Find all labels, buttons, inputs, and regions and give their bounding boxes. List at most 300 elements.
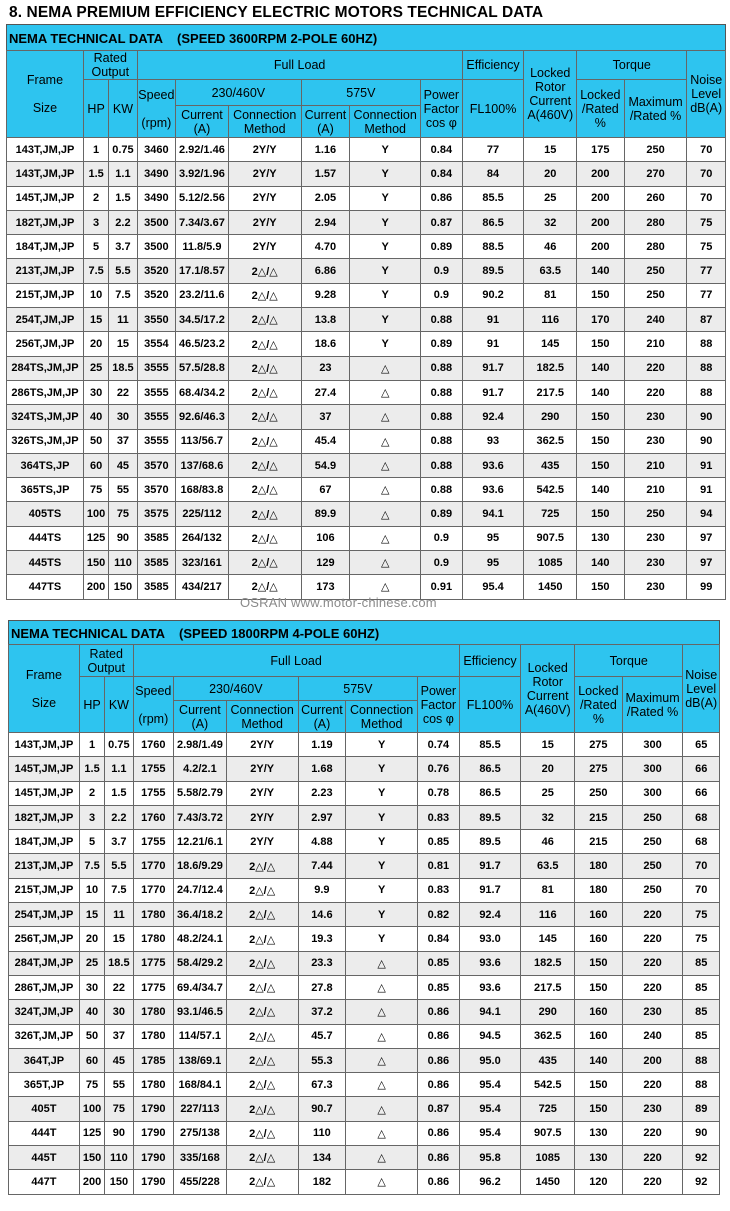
cell-frame: 182T,JM,JP xyxy=(9,805,80,829)
table-row xyxy=(7,405,726,429)
cell-current-575: 2.94 xyxy=(301,210,350,234)
cell-frame: 145T,JM,JP xyxy=(9,781,80,805)
table-row xyxy=(7,186,726,210)
data-table xyxy=(6,50,726,600)
cell-noise: 75 xyxy=(687,210,726,234)
page-title: 8. NEMA PREMIUM EFFICIENCY ELECTRIC MOTORS TECHNICAL DATA xyxy=(9,4,544,21)
cell-speed: 1755 xyxy=(133,830,174,854)
cell-connection-230-460: 2Y/Y xyxy=(228,138,301,162)
cell-locked-rotor-current: 362.5 xyxy=(521,1024,575,1048)
table-row xyxy=(9,927,720,951)
cell-connection-575: Y xyxy=(346,903,418,927)
cell-torque-locked: 150 xyxy=(577,332,625,356)
table-row xyxy=(7,210,726,234)
cell-locked-rotor-current: 542.5 xyxy=(521,1073,575,1097)
cell-locked-rotor-current: 25 xyxy=(521,781,575,805)
cell-connection-575: △ xyxy=(350,502,421,526)
cell-kw: 55 xyxy=(109,478,137,502)
cell-noise: 85 xyxy=(683,975,720,999)
table-row xyxy=(7,380,726,404)
cell-current-575: 106 xyxy=(301,526,350,550)
cell-connection-575: △ xyxy=(350,526,421,550)
cell-locked-rotor-current: 907.5 xyxy=(524,526,577,550)
cell-connection-230-460: 2Y/Y xyxy=(226,733,298,757)
cell-kw: 5.5 xyxy=(109,259,137,283)
cell-frame: 254T,JM,JP xyxy=(9,903,80,927)
cell-connection-230-460: 2Y/Y xyxy=(228,210,301,234)
cell-noise: 92 xyxy=(683,1146,720,1170)
cell-current-230-460: 275/138 xyxy=(174,1121,227,1145)
cell-efficiency: 95.4 xyxy=(462,575,524,599)
table-row xyxy=(7,283,726,307)
cell-locked-rotor-current: 20 xyxy=(524,162,577,186)
cell-torque-locked: 160 xyxy=(575,927,623,951)
cell-connection-230-460: 2△/△ xyxy=(226,903,298,927)
cell-connection-230-460: 2Y/Y xyxy=(228,162,301,186)
rated-output-header: Rated Output xyxy=(79,645,133,677)
rated-output-header: Rated Output xyxy=(83,51,137,80)
cell-kw: 11 xyxy=(109,308,137,332)
cell-current-575: 6.86 xyxy=(301,259,350,283)
cell-frame: 365TS,JP xyxy=(7,478,84,502)
cell-efficiency: 91.7 xyxy=(459,878,521,902)
cell-locked-rotor-current: 116 xyxy=(521,903,575,927)
cell-speed: 3575 xyxy=(137,502,175,526)
cell-connection-575: Y xyxy=(350,283,421,307)
cell-hp: 1 xyxy=(83,138,108,162)
cell-torque-max: 280 xyxy=(624,210,687,234)
cell-connection-575: △ xyxy=(346,1000,418,1024)
max-rated-header: Maximum /Rated % xyxy=(622,677,683,733)
locked-rotor-header: Locked Rotor Current A(460V) xyxy=(524,51,577,138)
cell-connection-575: △ xyxy=(350,551,421,575)
cell-hp: 5 xyxy=(83,235,108,259)
cell-hp: 3 xyxy=(83,210,108,234)
cell-locked-rotor-current: 145 xyxy=(521,927,575,951)
cell-current-575: 13.8 xyxy=(301,308,350,332)
cell-current-575: 7.44 xyxy=(298,854,346,878)
cell-kw: 1.5 xyxy=(105,781,133,805)
cell-connection-230-460: 2△/△ xyxy=(226,854,298,878)
cell-torque-locked: 200 xyxy=(577,186,625,210)
cell-current-230-460: 18.6/9.29 xyxy=(174,854,227,878)
cell-frame: 444T xyxy=(9,1121,80,1145)
cell-power-factor: 0.86 xyxy=(418,1073,460,1097)
cell-power-factor: 0.86 xyxy=(421,186,463,210)
cell-connection-230-460: 2△/△ xyxy=(228,478,301,502)
cell-efficiency: 95 xyxy=(462,551,524,575)
cell-frame: 184T,JM,JP xyxy=(9,830,80,854)
v230-header: 230/460V xyxy=(176,80,302,106)
cell-current-230-460: 137/68.6 xyxy=(176,453,229,477)
table-row xyxy=(9,781,720,805)
cell-current-575: 23 xyxy=(301,356,350,380)
cell-speed: 1790 xyxy=(133,1170,174,1194)
cell-connection-575: Y xyxy=(346,830,418,854)
cell-efficiency: 91 xyxy=(462,332,524,356)
cell-current-575: 9.28 xyxy=(301,283,350,307)
cell-connection-230-460: 2△/△ xyxy=(228,551,301,575)
cell-noise: 97 xyxy=(687,526,726,550)
cell-speed: 1775 xyxy=(133,951,174,975)
cell-power-factor: 0.86 xyxy=(418,1024,460,1048)
table-title: NEMA TECHNICAL DATA (SPEED 1800RPM 4-POLE 60HZ) xyxy=(8,620,720,644)
cell-efficiency: 93.6 xyxy=(459,975,521,999)
cell-power-factor: 0.87 xyxy=(418,1097,460,1121)
table-row xyxy=(7,259,726,283)
cell-noise: 70 xyxy=(687,162,726,186)
cell-connection-575: △ xyxy=(346,1097,418,1121)
cell-connection-575: Y xyxy=(346,878,418,902)
table-row xyxy=(7,356,726,380)
cell-torque-max: 300 xyxy=(622,733,683,757)
cell-power-factor: 0.85 xyxy=(418,951,460,975)
cell-efficiency: 93.6 xyxy=(462,453,524,477)
cell-connection-230-460: 2Y/Y xyxy=(228,186,301,210)
cell-torque-max: 230 xyxy=(624,575,687,599)
noise-header: Noise Level dB(A) xyxy=(687,51,726,138)
table-row xyxy=(9,878,720,902)
cell-current-575: 23.3 xyxy=(298,951,346,975)
cell-connection-575: Y xyxy=(350,259,421,283)
cell-locked-rotor-current: 32 xyxy=(524,210,577,234)
cell-power-factor: 0.88 xyxy=(421,405,463,429)
cell-current-230-460: 24.7/12.4 xyxy=(174,878,227,902)
locked-rated-header: Locked /Rated % xyxy=(577,80,625,138)
cell-speed: 3585 xyxy=(137,526,175,550)
data-table xyxy=(8,644,720,1195)
cell-frame: 284T,JM,JP xyxy=(9,951,80,975)
cell-locked-rotor-current: 542.5 xyxy=(524,478,577,502)
cell-efficiency: 91.7 xyxy=(459,854,521,878)
fl100-header: FL100% xyxy=(462,80,524,138)
current-header: Current (A) xyxy=(176,106,229,138)
cell-hp: 40 xyxy=(83,405,108,429)
cell-connection-230-460: 2△/△ xyxy=(228,453,301,477)
cell-speed: 3460 xyxy=(137,138,175,162)
cell-torque-max: 300 xyxy=(622,757,683,781)
cell-noise: 68 xyxy=(683,830,720,854)
noise-header: Noise Level dB(A) xyxy=(683,645,720,733)
cell-connection-575: △ xyxy=(350,380,421,404)
cell-kw: 3.7 xyxy=(105,830,133,854)
table-row xyxy=(7,551,726,575)
table-3600rpm xyxy=(6,24,726,600)
cell-frame: 182T,JM,JP xyxy=(7,210,84,234)
cell-connection-230-460: 2△/△ xyxy=(228,259,301,283)
cell-hp: 10 xyxy=(83,283,108,307)
cell-current-575: 27.4 xyxy=(301,380,350,404)
cell-torque-locked: 160 xyxy=(575,903,623,927)
cell-connection-230-460: 2△/△ xyxy=(226,927,298,951)
cell-torque-max: 280 xyxy=(624,235,687,259)
cell-connection-575: Y xyxy=(350,332,421,356)
cell-speed: 1770 xyxy=(133,878,174,902)
cell-speed: 1755 xyxy=(133,757,174,781)
cell-kw: 3.7 xyxy=(109,235,137,259)
cell-connection-575: Y xyxy=(350,235,421,259)
cell-current-575: 27.8 xyxy=(298,975,346,999)
cell-noise: 91 xyxy=(687,478,726,502)
cell-power-factor: 0.78 xyxy=(418,781,460,805)
cell-efficiency: 91 xyxy=(462,308,524,332)
cell-frame: 364T,JP xyxy=(9,1048,80,1072)
cell-locked-rotor-current: 46 xyxy=(521,830,575,854)
cell-speed: 1780 xyxy=(133,927,174,951)
cell-torque-locked: 140 xyxy=(577,380,625,404)
cell-connection-575: △ xyxy=(346,951,418,975)
cell-current-230-460: 46.5/23.2 xyxy=(176,332,229,356)
cell-kw: 110 xyxy=(109,551,137,575)
cell-current-230-460: 11.8/5.9 xyxy=(176,235,229,259)
cell-efficiency: 95.4 xyxy=(459,1121,521,1145)
cell-connection-575: △ xyxy=(346,975,418,999)
cell-torque-max: 230 xyxy=(622,1000,683,1024)
cell-current-575: 67.3 xyxy=(298,1073,346,1097)
cell-current-575: 54.9 xyxy=(301,453,350,477)
cell-hp: 20 xyxy=(79,927,104,951)
table-row xyxy=(7,526,726,550)
cell-hp: 25 xyxy=(83,356,108,380)
cell-speed: 3555 xyxy=(137,405,175,429)
cell-speed: 1780 xyxy=(133,903,174,927)
cell-speed: 1780 xyxy=(133,1073,174,1097)
cell-frame: 213T,JM,JP xyxy=(9,854,80,878)
speed-header: Speed (rpm) xyxy=(137,80,175,138)
cell-power-factor: 0.83 xyxy=(418,878,460,902)
cell-frame: 326TS,JM,JP xyxy=(7,429,84,453)
cell-noise: 68 xyxy=(683,805,720,829)
cell-hp: 125 xyxy=(79,1121,104,1145)
cell-kw: 30 xyxy=(105,1000,133,1024)
cell-connection-575: Y xyxy=(346,854,418,878)
cell-torque-max: 250 xyxy=(624,283,687,307)
cell-kw: 7.5 xyxy=(105,878,133,902)
cell-torque-locked: 130 xyxy=(575,1121,623,1145)
cell-speed: 3585 xyxy=(137,575,175,599)
cell-hp: 75 xyxy=(79,1073,104,1097)
cell-torque-max: 210 xyxy=(624,478,687,502)
cell-power-factor: 0.86 xyxy=(418,1146,460,1170)
cell-current-230-460: 225/112 xyxy=(176,502,229,526)
cell-torque-max: 210 xyxy=(624,332,687,356)
cell-frame: 213T,JM,JP xyxy=(7,259,84,283)
cell-frame: 324T,JM,JP xyxy=(9,1000,80,1024)
frame-size-header: Frame Size xyxy=(9,645,80,733)
cell-torque-locked: 215 xyxy=(575,805,623,829)
cell-noise: 65 xyxy=(683,733,720,757)
table-row xyxy=(7,235,726,259)
cell-frame: 447TS xyxy=(7,575,84,599)
cell-current-575: 182 xyxy=(298,1170,346,1194)
cell-current-230-460: 58.4/29.2 xyxy=(174,951,227,975)
cell-power-factor: 0.86 xyxy=(418,1170,460,1194)
current-header: Current (A) xyxy=(174,701,227,733)
cell-hp: 1.5 xyxy=(83,162,108,186)
cell-current-575: 9.9 xyxy=(298,878,346,902)
table-row xyxy=(9,1121,720,1145)
hp-header: HP xyxy=(79,677,104,733)
cell-torque-locked: 170 xyxy=(577,308,625,332)
table-row xyxy=(9,975,720,999)
cell-hp: 100 xyxy=(83,502,108,526)
cell-current-575: 45.4 xyxy=(301,429,350,453)
cell-torque-max: 230 xyxy=(624,405,687,429)
cell-kw: 18.5 xyxy=(109,356,137,380)
cell-current-230-460: 138/69.1 xyxy=(174,1048,227,1072)
cell-hp: 200 xyxy=(79,1170,104,1194)
cell-noise: 88 xyxy=(687,356,726,380)
cell-hp: 30 xyxy=(83,380,108,404)
cell-speed: 3550 xyxy=(137,308,175,332)
cell-noise: 94 xyxy=(687,502,726,526)
cell-noise: 90 xyxy=(683,1121,720,1145)
cell-torque-locked: 150 xyxy=(577,502,625,526)
cell-current-230-460: 114/57.1 xyxy=(174,1024,227,1048)
cell-torque-locked: 160 xyxy=(575,1024,623,1048)
cell-power-factor: 0.88 xyxy=(421,308,463,332)
cell-hp: 1 xyxy=(79,733,104,757)
cell-noise: 89 xyxy=(683,1097,720,1121)
cell-locked-rotor-current: 25 xyxy=(524,186,577,210)
cell-hp: 1.5 xyxy=(79,757,104,781)
table-row xyxy=(9,854,720,878)
full-load-header: Full Load xyxy=(133,645,459,677)
table-row xyxy=(9,805,720,829)
cell-efficiency: 95 xyxy=(462,526,524,550)
cell-current-575: 173 xyxy=(301,575,350,599)
cell-connection-230-460: 2△/△ xyxy=(228,380,301,404)
table-row xyxy=(7,138,726,162)
cell-current-575: 45.7 xyxy=(298,1024,346,1048)
cell-locked-rotor-current: 290 xyxy=(521,1000,575,1024)
current-header: Current (A) xyxy=(301,106,350,138)
cell-kw: 2.2 xyxy=(105,805,133,829)
cell-power-factor: 0.87 xyxy=(421,210,463,234)
cell-hp: 30 xyxy=(79,975,104,999)
table-row xyxy=(9,1024,720,1048)
cell-locked-rotor-current: 63.5 xyxy=(524,259,577,283)
cell-efficiency: 89.5 xyxy=(459,805,521,829)
cell-connection-575: Y xyxy=(346,805,418,829)
cell-speed: 1760 xyxy=(133,805,174,829)
cell-connection-575: △ xyxy=(346,1121,418,1145)
cell-current-575: 2.05 xyxy=(301,186,350,210)
cell-connection-230-460: 2△/△ xyxy=(226,878,298,902)
table-row xyxy=(9,733,720,757)
cell-torque-max: 230 xyxy=(624,429,687,453)
cell-current-230-460: 5.58/2.79 xyxy=(174,781,227,805)
cell-hp: 15 xyxy=(83,308,108,332)
cell-power-factor: 0.9 xyxy=(421,526,463,550)
cell-frame: 143T,JM,JP xyxy=(9,733,80,757)
cell-noise: 70 xyxy=(687,138,726,162)
cell-noise: 85 xyxy=(683,1000,720,1024)
cell-torque-max: 230 xyxy=(624,551,687,575)
efficiency-header: Efficiency xyxy=(462,51,524,80)
cell-current-575: 37 xyxy=(301,405,350,429)
cell-current-230-460: 2.92/1.46 xyxy=(176,138,229,162)
cell-torque-max: 230 xyxy=(622,1097,683,1121)
cell-kw: 45 xyxy=(105,1048,133,1072)
cell-locked-rotor-current: 20 xyxy=(521,757,575,781)
cell-current-230-460: 48.2/24.1 xyxy=(174,927,227,951)
cell-connection-575: △ xyxy=(350,575,421,599)
cell-kw: 11 xyxy=(105,903,133,927)
cell-torque-max: 220 xyxy=(622,1146,683,1170)
cell-power-factor: 0.91 xyxy=(421,575,463,599)
cell-current-575: 19.3 xyxy=(298,927,346,951)
cell-locked-rotor-current: 81 xyxy=(524,283,577,307)
cell-hp: 7.5 xyxy=(83,259,108,283)
table-row xyxy=(9,903,720,927)
cell-connection-230-460: 2△/△ xyxy=(226,1073,298,1097)
current-header: Current (A) xyxy=(298,701,346,733)
cell-current-575: 1.19 xyxy=(298,733,346,757)
cell-torque-max: 220 xyxy=(622,927,683,951)
cell-torque-max: 220 xyxy=(622,903,683,927)
cell-locked-rotor-current: 32 xyxy=(521,805,575,829)
cell-torque-locked: 250 xyxy=(575,781,623,805)
cell-frame: 365T,JP xyxy=(9,1073,80,1097)
cell-hp: 150 xyxy=(83,551,108,575)
cell-noise: 92 xyxy=(683,1170,720,1194)
cell-connection-575: Y xyxy=(350,138,421,162)
cell-locked-rotor-current: 907.5 xyxy=(521,1121,575,1145)
cell-frame: 445TS xyxy=(7,551,84,575)
cell-torque-locked: 140 xyxy=(577,551,625,575)
cell-efficiency: 93.6 xyxy=(462,478,524,502)
cell-frame: 286T,JM,JP xyxy=(9,975,80,999)
cell-connection-575: Y xyxy=(350,162,421,186)
cell-current-230-460: 455/228 xyxy=(174,1170,227,1194)
cell-efficiency: 93.6 xyxy=(459,951,521,975)
cell-kw: 5.5 xyxy=(105,854,133,878)
cell-efficiency: 94.5 xyxy=(459,1024,521,1048)
cell-noise: 75 xyxy=(687,235,726,259)
cell-noise: 70 xyxy=(683,854,720,878)
connection-header: Connection Method xyxy=(346,701,418,733)
cell-power-factor: 0.76 xyxy=(418,757,460,781)
cell-connection-575: △ xyxy=(350,356,421,380)
cell-locked-rotor-current: 182.5 xyxy=(524,356,577,380)
cell-connection-230-460: 2△/△ xyxy=(228,429,301,453)
power-factor-header: Power Factor cos φ xyxy=(421,80,463,138)
cell-hp: 25 xyxy=(79,951,104,975)
cell-kw: 2.2 xyxy=(109,210,137,234)
table-row xyxy=(7,429,726,453)
cell-noise: 75 xyxy=(683,903,720,927)
cell-connection-230-460: 2△/△ xyxy=(228,283,301,307)
cell-current-230-460: 34.5/17.2 xyxy=(176,308,229,332)
cell-power-factor: 0.88 xyxy=(421,356,463,380)
cell-torque-max: 240 xyxy=(624,308,687,332)
cell-hp: 75 xyxy=(83,478,108,502)
cell-current-230-460: 17.1/8.57 xyxy=(176,259,229,283)
cell-torque-max: 250 xyxy=(624,259,687,283)
power-factor-header: Power Factor cos φ xyxy=(418,677,460,733)
cell-kw: 110 xyxy=(105,1146,133,1170)
cell-power-factor: 0.9 xyxy=(421,551,463,575)
torque-header: Torque xyxy=(577,51,687,80)
cell-torque-locked: 200 xyxy=(577,235,625,259)
cell-speed: 1790 xyxy=(133,1097,174,1121)
cell-torque-locked: 180 xyxy=(575,854,623,878)
cell-efficiency: 90.2 xyxy=(462,283,524,307)
cell-connection-230-460: 2△/△ xyxy=(228,308,301,332)
cell-connection-230-460: 2△/△ xyxy=(226,1024,298,1048)
cell-noise: 88 xyxy=(687,380,726,404)
